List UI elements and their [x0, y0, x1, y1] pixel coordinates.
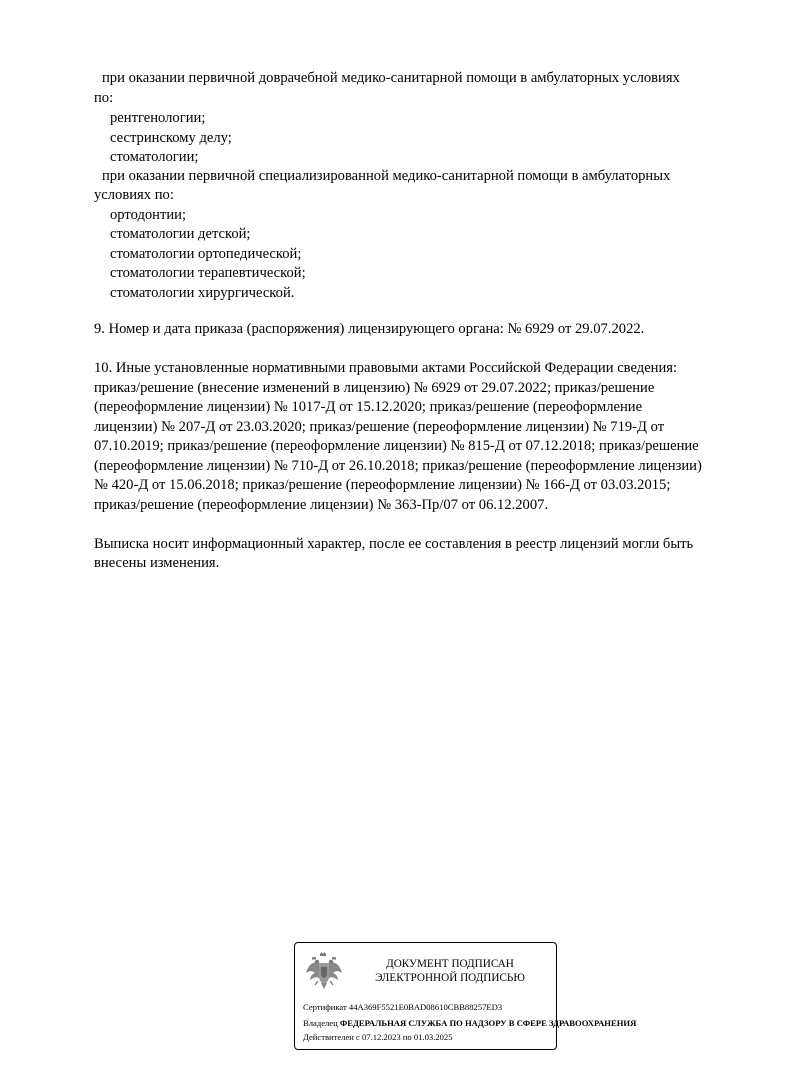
activity-section-heading-continued: условиях по: — [94, 187, 174, 203]
list-item: стоматологии детской; — [110, 226, 251, 242]
other-info-paragraph-line: приказ/решение (переоформление лицензии) № 363-Пр/07 от 06.12.2007. — [94, 497, 549, 513]
list-item: сестринскому делу; — [110, 130, 232, 146]
validity-row: Действителен с 07.12.2023 по 01.03.2025 — [303, 1032, 453, 1042]
other-info-paragraph-line: (переоформление лицензии) № 1017-Д от 15.12.2020; приказ/решение (переоформление — [94, 399, 643, 415]
order-number-paragraph: 9. Номер и дата приказа (распоряжения) лицензирующего органа: № 6929 от 29.07.2022. — [94, 321, 645, 337]
activity-section-heading: при оказании первичной доврачебной медико-санитарной помощи в амбулаторных условиях — [102, 70, 680, 86]
activity-section-heading: при оказании первичной специализированной медико-санитарной помощи в амбулаторных — [102, 168, 671, 184]
list-item: стоматологии ортопедической; — [110, 246, 302, 262]
list-item: ортодонтии; — [110, 207, 187, 223]
electronic-signature-stamp — [294, 942, 637, 1050]
certificate-row — [303, 1002, 502, 1013]
list-item: стоматологии; — [110, 149, 199, 165]
certificate-label: Сертификат — [303, 1002, 347, 1012]
certificate-value: 44A369F5521E0BAD08610CBB88257ED3 — [348, 1002, 503, 1012]
signature-title: ДОКУМЕНТ ПОДПИСАН — [386, 958, 514, 970]
owner-row — [303, 1018, 636, 1029]
other-info-paragraph-line: (переоформление лицензии) № 710-Д от 26.10.2018; приказ/решение (переоформление лицензии) — [94, 458, 702, 474]
signature-title: ЭЛЕКТРОННОЙ ПОДПИСЬЮ — [375, 972, 525, 984]
other-info-paragraph-line: приказ/решение (внесение изменений в лицензию) № 6929 от 29.07.2022; приказ/решение — [94, 380, 655, 396]
other-info-paragraph-line: лицензии) № 207-Д от 23.03.2020; приказ/решение (переоформление лицензии) № 719-Д от — [94, 419, 665, 435]
list-item: стоматологии терапевтической; — [110, 265, 306, 281]
other-info-paragraph-line: № 420-Д от 15.06.2018; приказ/решение (переоформление лицензии) № 166-Д от 03.03.2015; — [94, 477, 671, 493]
activity-section-heading-continued: по: — [94, 90, 114, 106]
owner-label: Владелец — [303, 1018, 338, 1028]
notice-paragraph-line: внесены изменения. — [94, 555, 220, 571]
list-item: стоматологии хирургической. — [110, 285, 295, 301]
list-item: рентгенологии; — [110, 110, 206, 126]
double-headed-eagle-icon — [305, 951, 343, 991]
other-info-paragraph-line: 10. Иные установленные нормативными правовыми актами Российской Федерации сведения: — [94, 360, 678, 376]
owner-value: ФЕДЕРАЛЬНАЯ СЛУЖБА ПО НАДЗОРУ В СФЕРЕ ЗДРАВООХРАНЕНИЯ — [339, 1018, 637, 1028]
other-info-paragraph-line: 07.10.2019; приказ/решение (переоформление лицензии) № 815-Д от 07.12.2018; приказ/решение — [94, 438, 699, 454]
notice-paragraph-line: Выписка носит информационный характер, после ее составления в реестр лицензий могли быть — [94, 536, 694, 552]
